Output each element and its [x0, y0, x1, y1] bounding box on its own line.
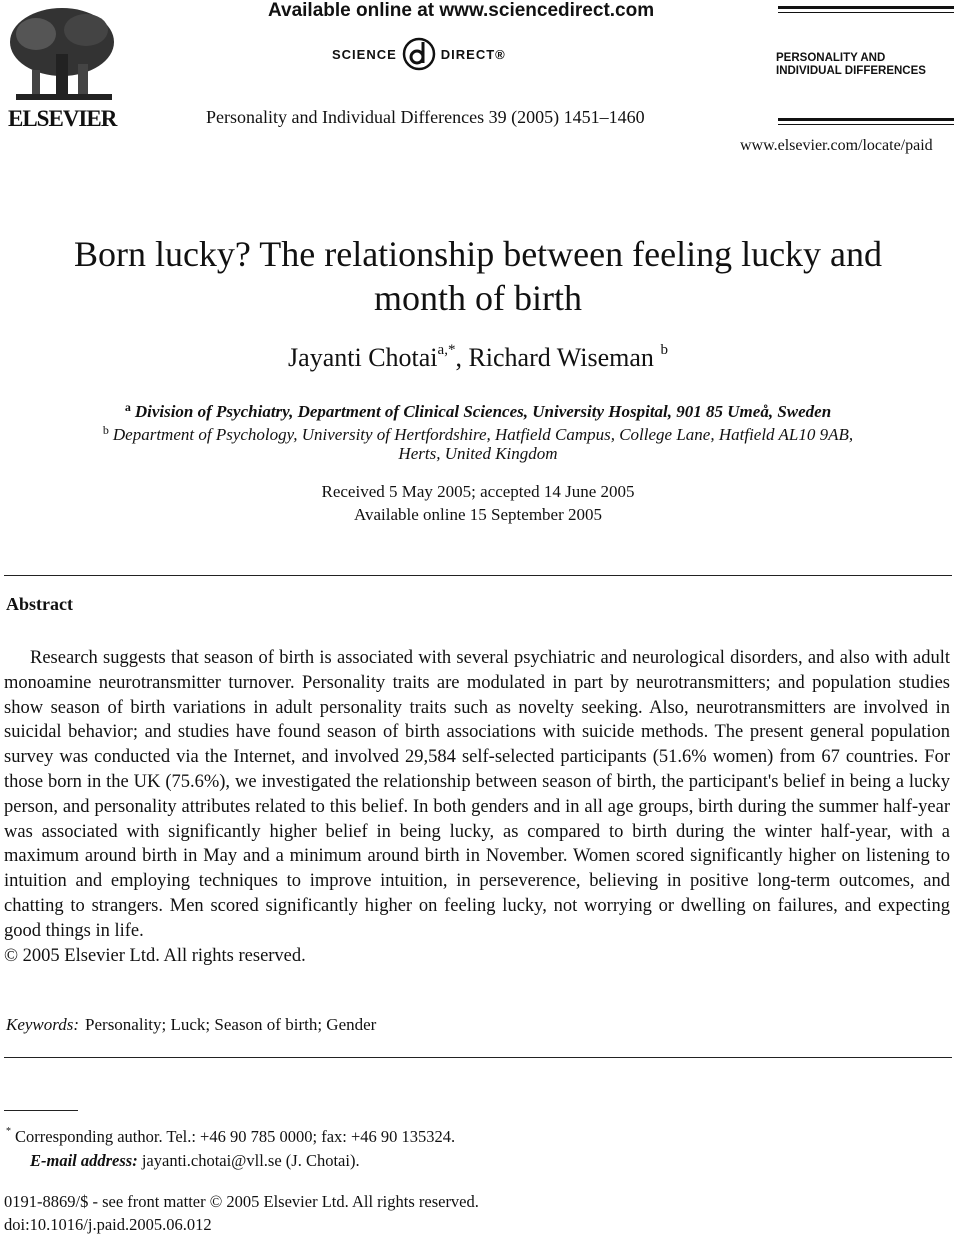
article-title [20, 232, 936, 320]
available-online-notice[interactable]: Available online at www.sciencedirect.com [268, 0, 655, 21]
journal-url-link[interactable]: www.elsevier.com/locate/paid [740, 137, 933, 154]
available-date: Available online 15 September 2005 [353, 505, 602, 524]
title-line-1: Born lucky? The relationship between feeling lucky and [73, 234, 883, 274]
author-1[interactable]: Jayanti Chotai [288, 343, 438, 372]
keywords-values: Personality; Luck; Season of birth; Gender [85, 1015, 377, 1034]
received-dates: Received 5 May 2005; accepted 14 June 2005 [321, 482, 635, 501]
publisher-name: ELSEVIER [8, 106, 117, 131]
abstract-top-rule [4, 575, 952, 576]
email-address-link[interactable]: jayanti.chotai@vll.se (J. Chotai). [141, 1151, 360, 1170]
journal-brand [776, 52, 956, 78]
doi-link[interactable]: doi:10.1016/j.paid.2005.06.012 [4, 1215, 212, 1234]
sd-right-text: DIRECT® [440, 46, 506, 62]
abstract-copyright: © 2005 Elsevier Ltd. All rights reserved. [4, 945, 306, 966]
header-rule-top [778, 6, 954, 9]
abstract-text: Research suggests that season of birth is associated with several psychiatric and neurological disorders, and also with adult monoamine neurotransmitter turnover. Personality traits are modulated in part by neurotransmitters; and population studies show season of birth variations in adult personality traits such as novelty seeking. Also, neurotransmitters are involved in suicidal behavior; and studies have found season of birth associations with suicide methods. The present general population survey was conducted via the Internet, and involved 29,584 self-selected participants (51.6% women) from 67 countries. For those born in the UK (75.6%), we investigated the relationship between season of birth, the participant's belief in being a lucky person, and personality attributes related to this belief. In both genders and in all age groups, birth during the summer half-year was associated with significantly higher belief in being lucky, as compared to birth during the winter half-year, with a maximum around birth in May and a minimum around birth in November. Women scored significantly higher on listening to intuition and employing techniques to improve intuition, in perseverence, believing in positive long-term outcomes, and chatting to strangers. Men scored significantly higher on feeling lucky, not worrying or dwelling on failures, and expecting good things in life. [4, 648, 950, 941]
journal-brand-line2: INDIVIDUAL DIFFERENCES [776, 65, 926, 77]
email-label: E-mail address: [30, 1151, 138, 1170]
sd-left-text: SCIENCE [332, 46, 397, 62]
front-matter-line1: 0191-8869/$ - see front matter © 2005 Elsevier Ltd. All rights reserved. [4, 1192, 479, 1211]
affiliation-b-mark: b [102, 423, 109, 437]
abstract-heading: Abstract [6, 594, 73, 614]
affiliation-a-text: Division of Psychiatry, Department of Clinical Sciences, University Hospital, 901 85 Umeå, Sweden [134, 402, 832, 421]
abstract-body [4, 646, 950, 968]
abstract-bottom-rule [4, 1057, 952, 1058]
affiliation-a-mark: a [124, 400, 131, 414]
journal-brand-line1: PERSONALITY AND [776, 52, 886, 64]
author-2-marks[interactable]: b [660, 342, 668, 358]
affiliation-b-text-1: Department of Psychology, University of Hertfordshire, Hatfield Campus, College Lane, Hatfield AL10 9AB, [112, 425, 854, 444]
front-matter [4, 1190, 479, 1236]
title-line-2: month of birth [374, 278, 582, 318]
header-rule-top-thin [778, 12, 954, 13]
author-1-marks[interactable]: a,* [437, 342, 456, 358]
keywords [6, 1015, 376, 1035]
header-rule-bottom [778, 118, 954, 121]
journal-citation: Personality and Individual Differences 39 (2005) 1451–1460 [206, 107, 645, 127]
affiliation-b-line2: Herts, United Kingdom [398, 444, 558, 463]
footnote-mark: * [6, 1126, 11, 1137]
sciencedirect-logo [332, 36, 506, 72]
header-rule-bottom-thin [778, 124, 954, 125]
footnote-rule [4, 1110, 78, 1111]
author-list [0, 342, 956, 373]
keywords-label: Keywords: [6, 1015, 80, 1034]
footnote [6, 1120, 455, 1173]
corresponding-author: Corresponding author. Tel.: +46 90 785 0000; fax: +46 90 135324. [15, 1127, 456, 1146]
sciencedirect-d-logo-icon [401, 36, 437, 72]
author-2[interactable]: , Richard Wiseman [455, 343, 654, 372]
